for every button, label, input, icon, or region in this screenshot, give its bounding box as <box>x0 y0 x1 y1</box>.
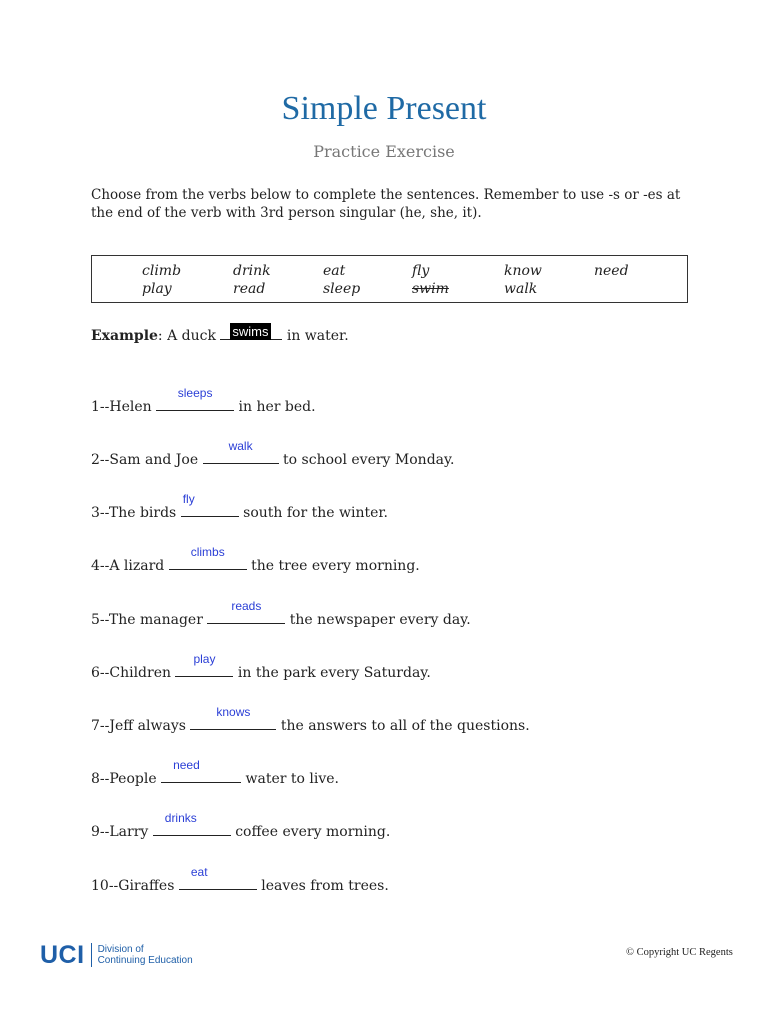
answer-text: play <box>193 652 216 666</box>
question-text-before: 7--Jeff always <box>91 718 191 734</box>
question-text-before: 9--Larry <box>91 824 153 840</box>
answer-text: eat <box>190 865 208 879</box>
verb-know: know <box>504 263 542 279</box>
answer-text: climbs <box>190 545 225 559</box>
question-text-after: to school every Monday. <box>278 452 455 468</box>
question-1 <box>91 386 316 415</box>
example-blank <box>220 325 282 340</box>
question-2 <box>91 439 455 468</box>
answer-blank[interactable] <box>161 758 241 783</box>
answer-blank[interactable] <box>179 865 257 890</box>
copyright-notice: © Copyright UC Regents <box>626 947 733 958</box>
answer-text: need <box>173 758 200 772</box>
example-answer: swims <box>232 324 269 339</box>
question-text-after: in her bed. <box>234 399 316 415</box>
answer-blank[interactable] <box>156 386 234 411</box>
verb-drink: drink <box>233 263 271 279</box>
question-text-before: 4--A lizard <box>91 558 169 574</box>
question-text-after: water to live. <box>241 771 340 787</box>
answer-blank[interactable] <box>207 599 285 624</box>
question-9 <box>91 811 391 840</box>
question-text-before: 1--Helen <box>91 399 157 415</box>
answer-text: drinks <box>164 811 197 825</box>
example-text-before: : A duck <box>157 328 221 344</box>
verb-read: read <box>233 281 266 297</box>
question-text-after: the newspaper every day. <box>285 612 471 628</box>
division-line-1: Division of <box>97 944 144 955</box>
question-text-before: 5--The manager <box>91 612 208 628</box>
verb-swim-crossed: swim <box>412 281 449 297</box>
question-text-after: the answers to all of the questions. <box>276 718 530 734</box>
answer-text: reads <box>231 599 262 613</box>
verb-climb: climb <box>142 263 182 279</box>
logo-divider <box>91 943 92 967</box>
answer-blank[interactable] <box>203 439 279 464</box>
question-6 <box>91 652 431 681</box>
question-text-after: coffee every morning. <box>230 824 391 840</box>
answer-text: sleeps <box>177 386 213 400</box>
uci-logo-text: UCI <box>40 940 85 969</box>
answer-text: knows <box>216 705 251 719</box>
example-label: Example <box>91 328 158 344</box>
question-text-before: 3--The birds <box>91 505 181 521</box>
question-text-before: 10--Giraffes <box>91 878 179 894</box>
answer-blank[interactable] <box>169 545 247 570</box>
verb-need: need <box>594 263 629 279</box>
question-7 <box>91 705 530 734</box>
example-sentence <box>91 325 349 344</box>
instructions: Choose from the verbs below to complete the sentences. Remember to use -s or -es at the end of the verb with 3rd person singular (he, she, it). <box>91 187 681 221</box>
division-line-2: Continuing Education <box>97 955 193 966</box>
page-title: Simple Present <box>281 90 487 127</box>
page-subtitle: Practice Exercise <box>313 142 455 161</box>
division-name <box>98 944 193 966</box>
question-text-after: south for the winter. <box>238 505 388 521</box>
question-4 <box>91 545 420 574</box>
question-text-after: leaves from trees. <box>256 878 389 894</box>
example-text-after: in water. <box>282 328 349 344</box>
question-3 <box>91 492 388 521</box>
question-text-after: in the park every Saturday. <box>233 665 431 681</box>
question-5 <box>91 599 471 628</box>
verb-bank <box>91 255 688 303</box>
question-text-before: 2--Sam and Joe <box>91 452 203 468</box>
verb-sleep: sleep <box>323 281 361 297</box>
verb-fly: fly <box>412 263 430 279</box>
verb-walk: walk <box>504 281 538 297</box>
answer-blank[interactable] <box>153 811 231 836</box>
answer-blank[interactable] <box>181 492 239 517</box>
answer-blank[interactable] <box>190 705 276 730</box>
question-10 <box>91 865 389 894</box>
question-text-before: 6--Children <box>91 665 176 681</box>
answer-text: fly <box>182 492 195 506</box>
verb-eat: eat <box>323 263 346 279</box>
verb-play: play <box>142 281 172 297</box>
answer-text: walk <box>228 439 253 453</box>
answer-blank[interactable] <box>175 652 233 677</box>
question-text-after: the tree every morning. <box>246 558 420 574</box>
uci-logo <box>40 942 193 968</box>
question-8 <box>91 758 340 787</box>
question-text-before: 8--People <box>91 771 162 787</box>
